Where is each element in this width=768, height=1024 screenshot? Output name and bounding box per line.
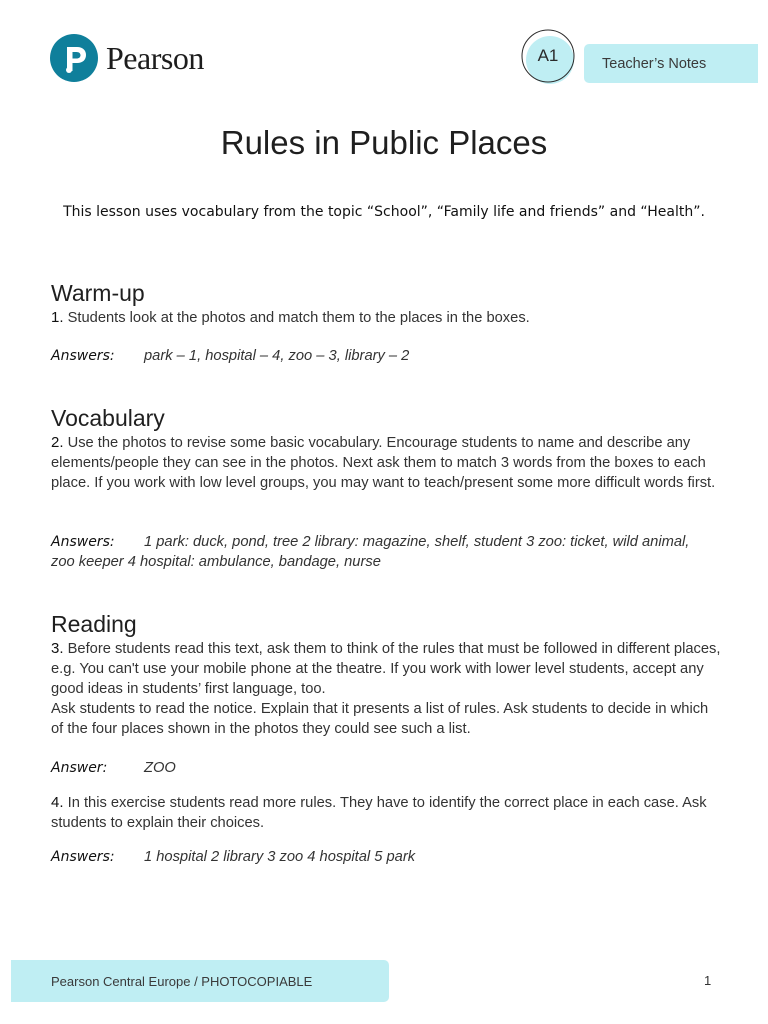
reading-item-3	[51, 639, 721, 739]
reading-heading: Reading	[51, 611, 137, 637]
item-4-answer: 1 hospital 2 library 3 zoo 4 hospital 5 park	[144, 849, 416, 865]
teachers-notes-tab: Teacher’s Notes	[584, 44, 758, 83]
footer-bar: Pearson Central Europe / PHOTOCOPIABLE	[11, 960, 389, 1002]
reading-item-4-text: In this exercise students read more rules. They have to identify the correct place in each case. Ask students to explain their choices.	[51, 795, 707, 831]
vocabulary-item	[51, 433, 721, 493]
warmup-heading: Warm-up	[51, 280, 145, 306]
reading-item-4	[51, 793, 721, 833]
intro-text: This lesson uses vocabulary from the topic “School”, “Family life and friends” and “Health”.	[63, 204, 705, 220]
pearson-logo	[50, 34, 204, 82]
reading-answer: ZOO	[144, 760, 176, 776]
vocabulary-answers	[51, 532, 691, 572]
reading-item-3-text: Before students read this text, ask them to think of the rules that must be followed in different places, e.g. You can't use your mobile phone at the theatre. If you work with lower level students, accept any good ideas in students’ first language, too.	[51, 641, 721, 697]
warmup-text: Students look at the photos and match them to the places in the boxes.	[67, 310, 530, 326]
vocabulary-text: Use the photos to revise some basic vocabulary. Encourage students to name and describe any elements/people they can see in the photos. Next ask them to match 3 words from the boxes to each place. If you work with low level groups, you may want to teach/present some more difficult words first.	[51, 435, 716, 491]
page-title: Rules in Public Places	[220, 124, 548, 161]
level-badge: A1	[537, 46, 559, 65]
warmup-answer-label: Answers:	[51, 348, 115, 364]
item-4-answer-label: Answers:	[51, 849, 115, 865]
item-number: 4.	[51, 794, 64, 811]
page-number: 1	[704, 973, 712, 988]
brand-name: Pearson	[106, 39, 204, 76]
vocabulary-heading: Vocabulary	[51, 405, 165, 431]
reading-answer-label: Answer:	[51, 760, 108, 776]
pearson-logo-icon	[50, 34, 98, 82]
item-number: 1.	[51, 309, 64, 326]
vocabulary-answer-label: Answers:	[51, 534, 115, 550]
warmup-item	[51, 308, 721, 328]
item-number: 3.	[51, 640, 64, 657]
warmup-answer: park – 1, hospital – 4, zoo – 3, library – 2	[144, 348, 410, 364]
vocabulary-answer: 1 park: duck, pond, tree 2 library: magazine, shelf, student 3 zoo: ticket, wild animal, zoo keeper 4 hospital: ambulance, bandage, nurse	[51, 534, 690, 570]
item-number: 2.	[51, 434, 64, 451]
reading-item-3-text-2: Ask students to read the notice. Explain that it presents a list of rules. Ask students to decide in which of the four places shown in the photos they could see such a list.	[51, 701, 709, 737]
